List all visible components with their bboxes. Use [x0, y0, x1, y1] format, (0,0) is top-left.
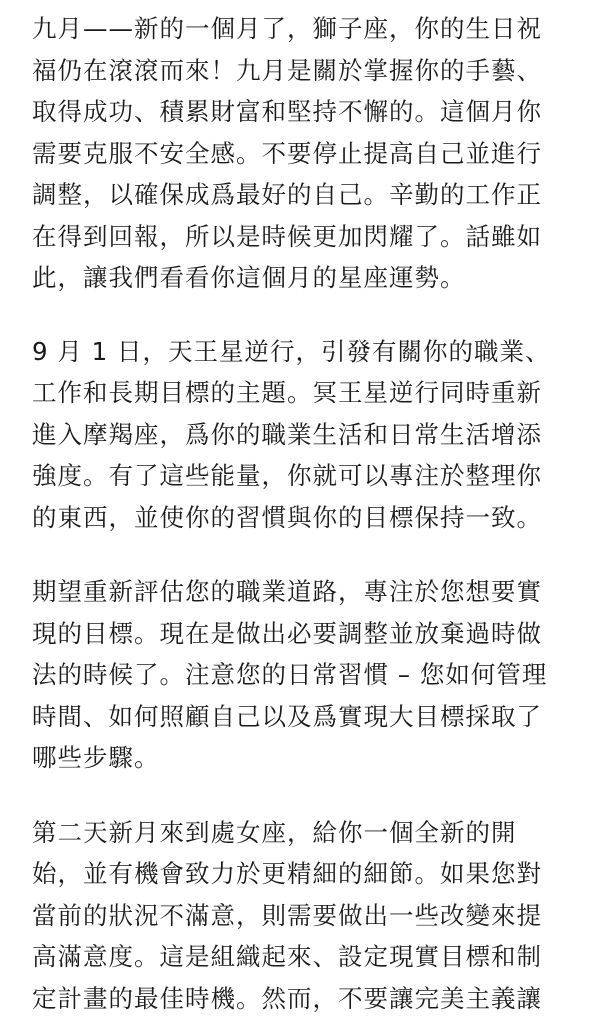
text-line: 9 月 1 日，天王星逆行，引發有關你的職業、: [32, 336, 551, 366]
text-line: 法的時候了。注意您的日常習慣 – 您如何管理: [32, 660, 548, 689]
paragraph-birthday-intro: [32, 8, 592, 299]
text-line: 的東西，並使你的習慣與你的目標保持一致。: [32, 502, 542, 532]
text-line: 在得到回報，所以是時候更加閃耀了。話雖如: [32, 221, 542, 251]
paragraph-new-moon-virgo: [32, 812, 592, 1020]
paragraph-career-reassess: [32, 571, 592, 779]
text-line: 現的目標。現在是做出必要調整並放棄過時做: [32, 618, 542, 648]
text-line: 取得成功、積累財富和堅持不懈的。這個月你: [32, 97, 542, 126]
text-line: 此，讓我們看看你這個月的星座運勢。: [32, 263, 466, 292]
article-body: [32, 0, 592, 1019]
text-line: 福仍在滾滾而來！九月是關於掌握你的手藝、: [32, 55, 542, 85]
text-line: 哪些步驟。: [32, 743, 160, 772]
text-line: 定計畫的最佳時機。然而，不要讓完美主義讓: [32, 983, 542, 1013]
text-line: 始，並有機會致力於更精細的細節。如果您對: [32, 859, 542, 888]
text-line: 調整，以確保成爲最好的自己。辛勤的工作正: [32, 180, 542, 209]
text-line: 第二天新月來到處女座，給你一個全新的開: [32, 817, 517, 847]
text-line: 工作和長期目標的主題。冥王星逆行同時重新: [32, 378, 542, 407]
text-line: 當前的狀況不滿意，則需要做出一些改變來提: [32, 900, 542, 930]
text-line: 需要克服不安全感。不要停止提高自己並進行: [32, 138, 542, 168]
text-line: 高滿意度。這是組織起來、設定現實目標和制: [32, 942, 542, 971]
paragraph-uranus-retrograde: [32, 331, 592, 539]
text-line: 強度。有了這些能量，你就可以專注於整理你: [32, 461, 542, 490]
text-line: 期望重新評估您的職業道路，專注於您想要實: [32, 577, 542, 606]
text-line: 九月——新的一個月了，獅子座，你的生日祝: [32, 14, 542, 43]
text-line: 進入摩羯座，爲你的職業生活和日常生活增添: [32, 419, 542, 449]
text-line: 時間、如何照顧自己以及爲實現大目標採取了: [32, 701, 542, 731]
